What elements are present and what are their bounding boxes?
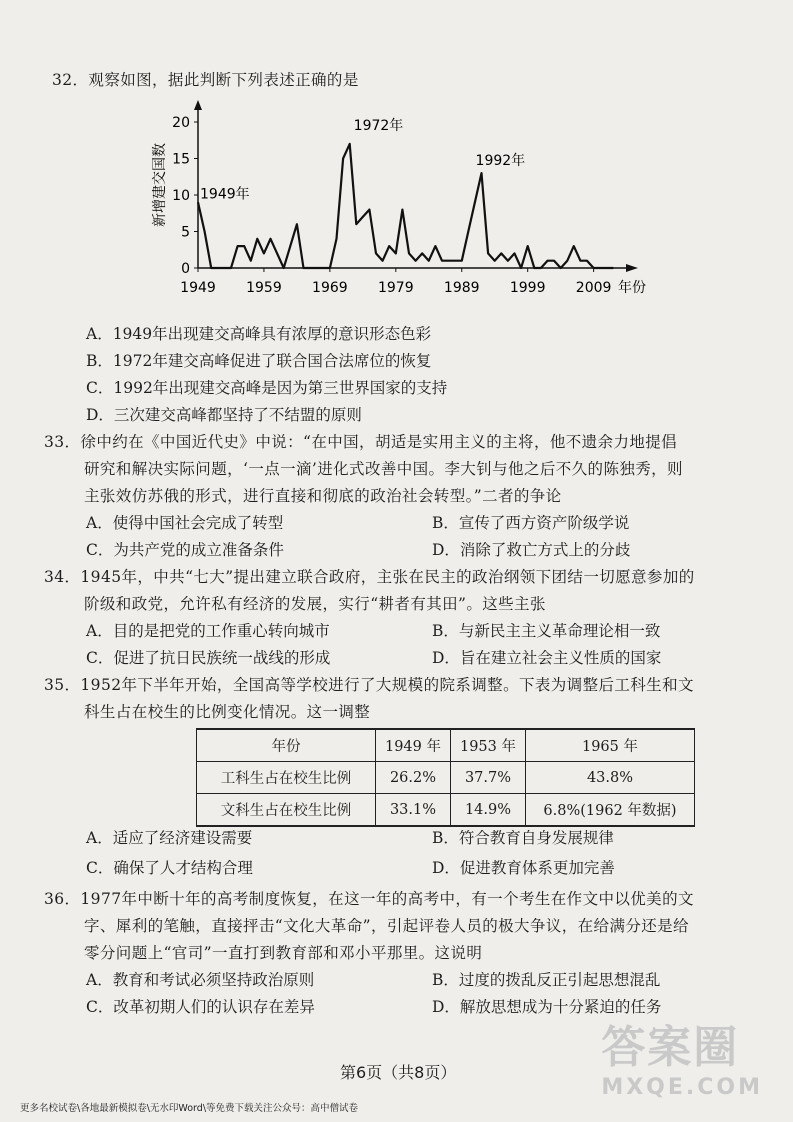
- table-header-cell: 1953 年: [451, 729, 526, 762]
- footer-note: 更多名校试卷\各地最新模拟卷\无水印Word\等免费下载关注公众号：高中僧试卷: [20, 1103, 359, 1114]
- table-header-cell: 1965 年: [526, 729, 695, 762]
- q35-option-d[interactable]: D．促进教育体系更加完善: [432, 859, 615, 877]
- table-cell: 33.1%: [376, 794, 451, 827]
- table-cell: 14.9%: [451, 794, 526, 827]
- q33-line-3: 主张效仿苏俄的形式，进行直接和彻底的政治社会转型。”二者的争论: [84, 487, 562, 505]
- q35-line-2: 科生占在校生的比例变化情况。这一调整: [84, 703, 371, 721]
- table-cell: 26.2%: [376, 762, 451, 794]
- q34-option-c[interactable]: C．促进了抗日民族统一战线的形成: [86, 649, 331, 667]
- q32-option-a[interactable]: A．1949年出现建交高峰具有浓厚的意识形态色彩: [86, 325, 432, 343]
- q36-option-c[interactable]: C．改革初期人们的认识存在差异: [86, 998, 315, 1016]
- table-header-cell: 1949 年: [376, 729, 451, 762]
- y-tick-label: 15: [172, 151, 190, 168]
- watermark-sub: MXQE.COM: [601, 1075, 763, 1100]
- q32-stem: 32．观察如图，据此判断下列表述正确的是: [52, 71, 359, 89]
- table-cell: 43.8%: [526, 762, 695, 794]
- x-tick-label: 1969: [312, 280, 348, 296]
- table-cell: 6.8%(1962 年数据): [526, 794, 695, 827]
- table-cell: 37.7%: [451, 762, 526, 794]
- x-tick-label: 1999: [509, 280, 546, 296]
- diplomatic-relations-chart: [150, 100, 650, 305]
- table-cell: 工科生占在校生比例: [197, 762, 376, 794]
- q32-option-d[interactable]: D．三次建交高峰都坚持了不结盟的原则: [86, 406, 362, 424]
- x-tick-label: 2009: [575, 280, 612, 296]
- q35-option-b[interactable]: B．符合教育自身发展规律: [432, 829, 614, 847]
- y-tick-label: 20: [172, 115, 190, 131]
- peak-annotation: 1972年: [353, 117, 404, 134]
- x-tick-label: 1979: [377, 280, 414, 296]
- y-tick-label: 0: [181, 261, 190, 277]
- q33-option-a[interactable]: A．使得中国社会完成了转型: [86, 514, 284, 532]
- q33-line-1: 33．徐中约在《中国近代史》中说：“在中国，胡适是实用主义的主将，他不遗余力地提倡: [44, 433, 678, 451]
- y-tick-label: 10: [172, 188, 190, 204]
- q34-option-a[interactable]: A．目的是把党的工作重心转向城市: [86, 622, 330, 640]
- watermark-main: 答案圈: [601, 1022, 740, 1073]
- table-cell: 文科生占在校生比例: [197, 794, 376, 827]
- site-watermark-logo: [601, 1011, 763, 1100]
- page-number: 第6页（共8页）: [340, 1063, 457, 1082]
- q35-option-a[interactable]: A．适应了经济建设需要: [86, 829, 253, 847]
- q32-option-c[interactable]: C．1992年出现建交高峰是因为第三世界国家的支持: [86, 379, 448, 397]
- q35-option-c[interactable]: C．确保了人才结构合理: [86, 859, 253, 877]
- table-row: [197, 794, 695, 827]
- x-axis-arrow: [626, 264, 638, 272]
- q36-option-a[interactable]: A．教育和考试必须坚持政治原则: [86, 971, 315, 989]
- q36-line-2: 字、犀利的笔触，直接抨击“文化大革命”，引起评卷人员的极大争议，在给满分还是给: [84, 917, 689, 935]
- x-tick-label: 1949: [180, 280, 216, 296]
- y-tick-label: 5: [181, 224, 190, 241]
- q33-option-b[interactable]: B．宣传了西方资产阶级学说: [432, 514, 630, 532]
- table-row: [197, 762, 695, 794]
- q33-option-d[interactable]: D．消除了救亡方式上的分歧: [432, 541, 631, 559]
- y-axis-arrow: [194, 100, 202, 110]
- q36-line-1: 36．1977年中断十年的高考制度恢复，在这一年的高考中，有一个考生在作文中以优美的文: [44, 890, 694, 908]
- table-header-cell: 年份: [197, 729, 376, 762]
- table-header-row: [197, 729, 695, 762]
- enrollment-ratio-table: [196, 728, 695, 827]
- x-tick-label: 1959: [246, 280, 282, 296]
- x-tick-label: 1989: [443, 280, 480, 296]
- peak-annotation: 1992年: [475, 153, 526, 170]
- q35-line-1: 35．1952年下半年开始，全国高等学校进行了大规模的院系调整。下表为调整后工科生和文: [44, 676, 694, 694]
- q34-line-2: 阶级和政党，允许私有经济的发展，实行“耕者有其田”。这些主张: [84, 595, 546, 613]
- q36-option-d[interactable]: D．解放思想成为十分紧迫的任务: [432, 998, 662, 1016]
- q32-option-b[interactable]: B．1972年建交高峰促进了联合国合法席位的恢复: [86, 352, 432, 370]
- q33-option-c[interactable]: C．为共产党的成立准备条件: [86, 541, 284, 559]
- q33-line-2: 研究和解决实际问题，‘一点一滴’进化式改善中国。李大钊与他之后不久的陈独秀，则: [84, 460, 683, 478]
- q36-option-b[interactable]: B．过度的拨乱反正引起思想混乱: [432, 971, 661, 989]
- q36-line-3: 零分问题上“官司”一直打到教育部和邓小平那里。这说明: [84, 944, 483, 962]
- q34-line-1: 34．1945年，中共“七大”提出建立联合政府，主张在民主的政治纲领下团结一切愿意参加的: [44, 568, 695, 586]
- y-axis-label: 新增建交国数: [152, 143, 168, 227]
- x-axis-label: 年份: [618, 280, 646, 296]
- q34-option-b[interactable]: B．与新民主主义革命理论相一致: [432, 622, 661, 640]
- series-line: [198, 144, 613, 268]
- peak-annotation: 1949年: [200, 186, 250, 203]
- q34-option-d[interactable]: D．旨在建立社会主义性质的国家: [432, 649, 662, 667]
